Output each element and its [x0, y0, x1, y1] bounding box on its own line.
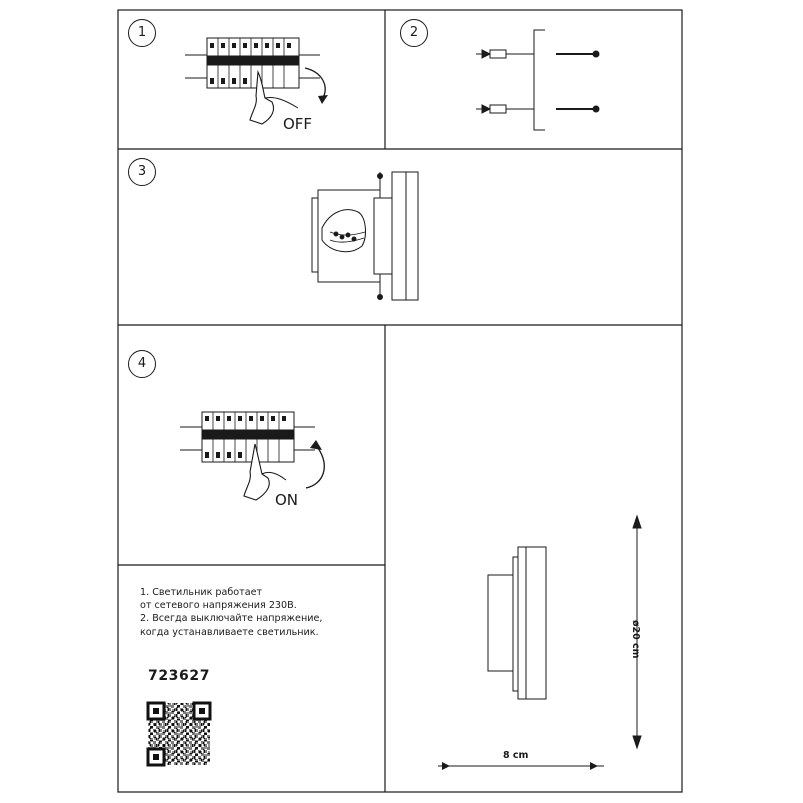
note-line: 2. Всегда выключайте напряжение, [140, 613, 323, 625]
mounting-hardware-illustration [476, 30, 599, 130]
note-line: от сетевого напряжения 230В. [140, 600, 297, 612]
breaker-on-illustration [180, 412, 324, 500]
step-4-badge: 4 [128, 350, 156, 378]
step-2-badge: 2 [400, 19, 428, 47]
fixture-profile-drawing [488, 547, 546, 699]
width-dimension-label: 8 cm [503, 750, 529, 761]
product-code: 723627 [148, 668, 211, 684]
note-line: 1. Светильник работает [140, 587, 263, 598]
wiring-illustration [312, 172, 418, 300]
diameter-dimension-label: ø20 cm [630, 620, 641, 659]
off-label: OFF [283, 115, 313, 133]
qr-code [148, 703, 210, 765]
breaker-off-illustration [185, 38, 328, 124]
safety-notes [140, 586, 322, 639]
step-3-badge: 3 [128, 158, 156, 186]
on-label: ON [275, 491, 299, 509]
step-1-badge: 1 [128, 19, 156, 47]
note-line: когда устанавливаете светильник. [140, 626, 319, 638]
